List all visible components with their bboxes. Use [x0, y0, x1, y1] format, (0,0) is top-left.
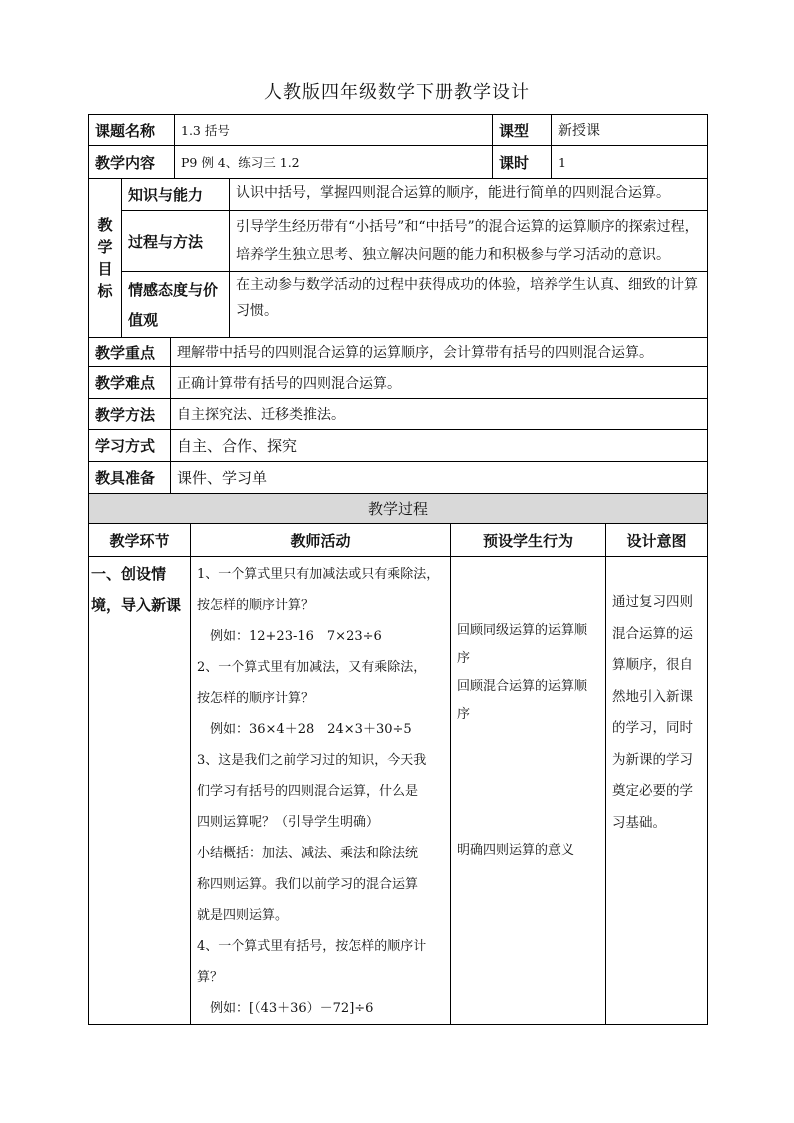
attitude-text: 在主动参与数学活动的过程中获得成功的体验，培养学生认真、细致的计算习惯。: [230, 272, 708, 338]
difficulty-text: 正确计算带有括号的四则混合运算。: [171, 367, 708, 399]
key-point-text: 理解带中括号的四则混合运算的运算顺序，会计算带有括号的四则混合运算。: [171, 338, 708, 367]
topic-label: 课题名称: [89, 115, 175, 146]
design-line: 通过复习四则: [612, 594, 693, 610]
step1-student-behavior: [451, 557, 606, 1025]
key-point-label: 教学重点: [89, 338, 171, 367]
content-label: 教学内容: [89, 146, 175, 179]
header-teacher: 教师活动: [191, 524, 451, 557]
hours-label: 课时: [493, 146, 552, 179]
difficulty-label: 教学难点: [89, 367, 171, 399]
lesson-type-value: 新授课: [552, 115, 708, 146]
tools-label: 教具准备: [89, 462, 171, 494]
process-text: 引导学生经历带有“小括号”和“中括号”的混合运算的运算顺序的探索过程，培养学生独立思考、独立解决问题的能力和积极参与学习活动的意识。: [230, 211, 708, 272]
goals-label-char: 学: [97, 238, 113, 256]
study-label: 学习方式: [89, 430, 171, 462]
teacher-line: 3、这是我们之前学习过的知识，今天我: [197, 753, 427, 768]
header-step: 教学环节: [89, 524, 191, 557]
process-title: 教学过程: [89, 494, 708, 524]
goals-label-char: 教: [97, 216, 113, 234]
goals-label-char: 标: [97, 282, 113, 300]
method-label: 教学方法: [89, 399, 171, 430]
teacher-line: 4、一个算式里有括号，按怎样的顺序计: [197, 939, 427, 954]
goals-label: [89, 179, 122, 338]
design-line: 为新课的学习: [612, 751, 693, 768]
design-line: 混合运算的运: [612, 625, 693, 642]
step1-name: 一、创设情境，导入新课: [89, 557, 191, 1025]
study-text: 自主、合作、探究: [171, 430, 708, 462]
document-title: 人教版四年级数学下册教学设计: [264, 82, 530, 103]
process-label: 过程与方法: [122, 211, 230, 272]
lesson-type-label: 课型: [493, 115, 552, 146]
teacher-line: 按怎样的顺序计算？: [197, 598, 315, 613]
teacher-line: 例如：12+23-16 7×23÷6: [197, 629, 382, 644]
goals-label-char: 目: [97, 260, 113, 278]
design-line: 然地引入新课: [612, 688, 693, 705]
goals-table: [88, 178, 708, 338]
knowledge-label: 知识与能力: [122, 179, 230, 211]
tools-text: 课件、学习单: [171, 462, 708, 494]
knowledge-text: 认识中括号，掌握四则混合运算的顺序，能进行简单的四则混合运算。: [230, 179, 708, 211]
teacher-line: 例如：36×4＋28 24×3＋30÷5: [197, 722, 412, 737]
design-line: 习基础。: [612, 814, 666, 831]
student-item: 明确四则运算的意义: [457, 843, 575, 858]
design-line: 的学习，同时: [612, 720, 693, 736]
step1-teacher-activity: [191, 557, 451, 1025]
teacher-line: 例如：[（43＋36）－72]÷6: [197, 1001, 374, 1016]
content-value: P9 例 4、练习三 1.2: [175, 146, 493, 179]
teacher-line: 1、一个算式里只有加减法或只有乘除法，: [197, 567, 440, 582]
info-table: [88, 114, 708, 179]
teacher-line: 们学习有括号的四则混合运算，什么是: [197, 784, 419, 799]
teacher-line: 四则运算呢？（引导学生明确）: [197, 815, 380, 830]
design-line: 奠定必要的学: [612, 783, 693, 799]
step1-design-intent: [606, 557, 708, 1025]
design-line: 算顺序，很自: [612, 657, 693, 673]
hours-value: 1: [552, 146, 708, 179]
header-design: 设计意图: [606, 524, 708, 557]
main-table: [88, 337, 708, 1025]
topic-value: 1.3 括号: [175, 115, 493, 146]
teacher-line: 小结概括：加法、减法、乘法和除法统: [197, 846, 419, 861]
teacher-line: 算？: [197, 970, 224, 985]
attitude-label: 情感态度与价值观: [122, 272, 230, 338]
student-item: 回顾混合运算的运算顺序: [457, 679, 588, 722]
teacher-line: 按怎样的顺序计算？: [197, 691, 315, 706]
header-student: 预设学生行为: [451, 524, 606, 557]
teacher-line: 2、一个算式里有加减法，又有乘除法，: [197, 660, 427, 675]
student-item: 回顾同级运算的运算顺序: [457, 623, 588, 666]
teacher-line: 就是四则运算。: [197, 908, 289, 923]
method-text: 自主探究法、迁移类推法。: [171, 399, 708, 430]
teacher-line: 称四则运算。我们以前学习的混合运算: [197, 877, 419, 892]
